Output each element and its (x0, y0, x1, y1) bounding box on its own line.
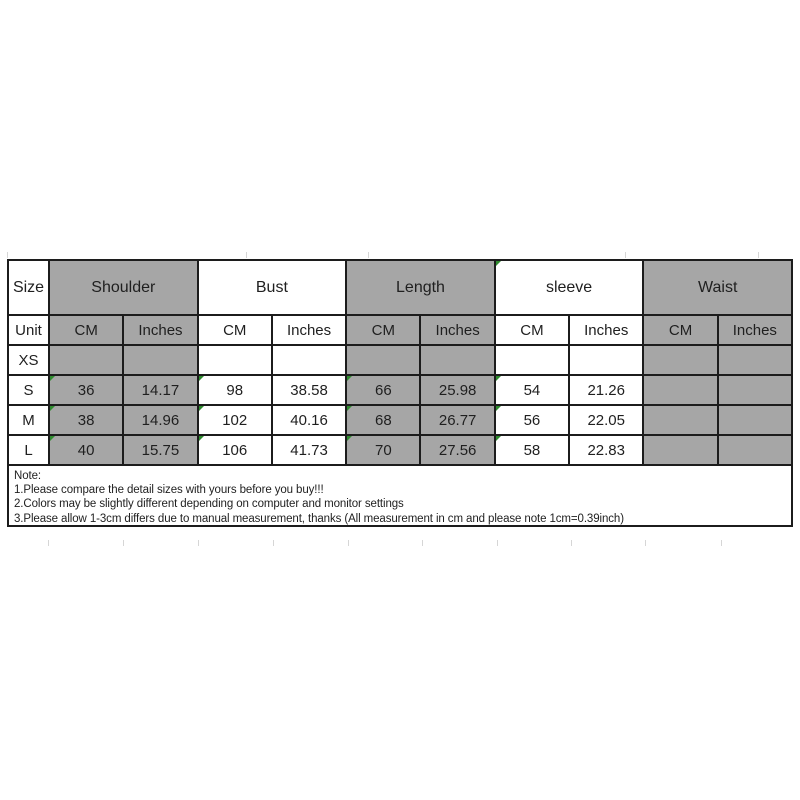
cell-length-inches: 26.77 (420, 405, 494, 435)
header-length: Length (346, 260, 495, 315)
cell-shoulder-cm: 38 (49, 405, 123, 435)
cell-bust-cm: 106 (198, 435, 272, 465)
cell-waist-inches (718, 435, 792, 465)
cell-waist-inches (718, 345, 792, 375)
size-chart-table (7, 259, 793, 466)
unit-row (8, 315, 792, 345)
unit-length-inches: Inches (420, 315, 494, 345)
gridline-tick (497, 540, 498, 546)
cell-waist-cm (643, 375, 717, 405)
cell-shoulder-inches (123, 345, 197, 375)
cell-length-inches: 27.56 (420, 435, 494, 465)
cell-sleeve-inches: 22.83 (569, 435, 643, 465)
gridline-tick (48, 540, 49, 546)
cell-bust-cm: 98 (198, 375, 272, 405)
cell-sleeve-cm: 54 (495, 375, 569, 405)
size-label: M (8, 405, 49, 435)
note-line-3: 3.Please allow 1-3cm differs due to manual measurement, thanks (All measurement in cm and please note 1cm=0.39inch) (14, 512, 624, 525)
unit-waist-inches: Inches (718, 315, 792, 345)
cell-bust-inches: 40.16 (272, 405, 346, 435)
header-waist: Waist (643, 260, 792, 315)
cell-bust-inches (272, 345, 346, 375)
unit-bust-cm: CM (198, 315, 272, 345)
cell-waist-cm (643, 405, 717, 435)
size-row-s (8, 375, 792, 405)
cell-length-cm: 70 (346, 435, 420, 465)
cell-sleeve-inches: 21.26 (569, 375, 643, 405)
cell-length-cm: 66 (346, 375, 420, 405)
cell-sleeve-inches (569, 345, 643, 375)
size-row-xs (8, 345, 792, 375)
size-row-m (8, 405, 792, 435)
cell-length-cm: 68 (346, 405, 420, 435)
gridline-tick (422, 540, 423, 546)
gridline-tick (368, 252, 369, 258)
unit-waist-cm: CM (643, 315, 717, 345)
header-sleeve: sleeve (495, 260, 644, 315)
note-box (7, 466, 793, 527)
size-label: XS (8, 345, 49, 375)
cell-shoulder-inches: 14.96 (123, 405, 197, 435)
cell-bust-cm: 102 (198, 405, 272, 435)
unit-shoulder-cm: CM (49, 315, 123, 345)
cell-sleeve-inches: 22.05 (569, 405, 643, 435)
cell-waist-cm (643, 345, 717, 375)
gridline-tick (721, 540, 722, 546)
cell-bust-cm (198, 345, 272, 375)
cell-length-inches (420, 345, 494, 375)
note-line-1: 1.Please compare the detail sizes with yours before you buy!!! (14, 484, 324, 497)
gridline-tick (273, 540, 274, 546)
gridline-tick (571, 540, 572, 546)
cell-length-inches: 25.98 (420, 375, 494, 405)
cell-sleeve-cm: 56 (495, 405, 569, 435)
gridline-tick (348, 540, 349, 546)
cell-sleeve-cm: 58 (495, 435, 569, 465)
unit-sleeve-cm: CM (495, 315, 569, 345)
cell-shoulder-inches: 14.17 (123, 375, 197, 405)
note-line-2: 2.Colors may be slightly different depending on computer and monitor settings (14, 498, 404, 511)
cell-bust-inches: 38.58 (272, 375, 346, 405)
gridline-tick (625, 252, 626, 258)
unit-shoulder-inches: Inches (123, 315, 197, 345)
gridline-tick (645, 540, 646, 546)
cell-bust-inches: 41.73 (272, 435, 346, 465)
cell-waist-cm (643, 435, 717, 465)
cell-shoulder-cm: 36 (49, 375, 123, 405)
size-label: L (8, 435, 49, 465)
cell-shoulder-cm: 40 (49, 435, 123, 465)
cell-shoulder-inches: 15.75 (123, 435, 197, 465)
size-row-l (8, 435, 792, 465)
gridline-tick (198, 540, 199, 546)
cell-length-cm (346, 345, 420, 375)
size-label: S (8, 375, 49, 405)
header-bust: Bust (198, 260, 347, 315)
size-chart-region (7, 259, 793, 527)
gridline-tick (246, 252, 247, 258)
cell-waist-inches (718, 405, 792, 435)
gridline-tick (7, 252, 8, 258)
note-title: Note: (14, 470, 41, 482)
unit-label: Unit (8, 315, 49, 345)
corner-size-header: Size (8, 260, 49, 315)
cell-waist-inches (718, 375, 792, 405)
unit-length-cm: CM (346, 315, 420, 345)
unit-sleeve-inches: Inches (569, 315, 643, 345)
gridline-tick (758, 252, 759, 258)
cell-shoulder-cm (49, 345, 123, 375)
header-row (8, 260, 792, 315)
unit-bust-inches: Inches (272, 315, 346, 345)
gridline-tick (123, 540, 124, 546)
header-shoulder: Shoulder (49, 260, 198, 315)
cell-sleeve-cm (495, 345, 569, 375)
